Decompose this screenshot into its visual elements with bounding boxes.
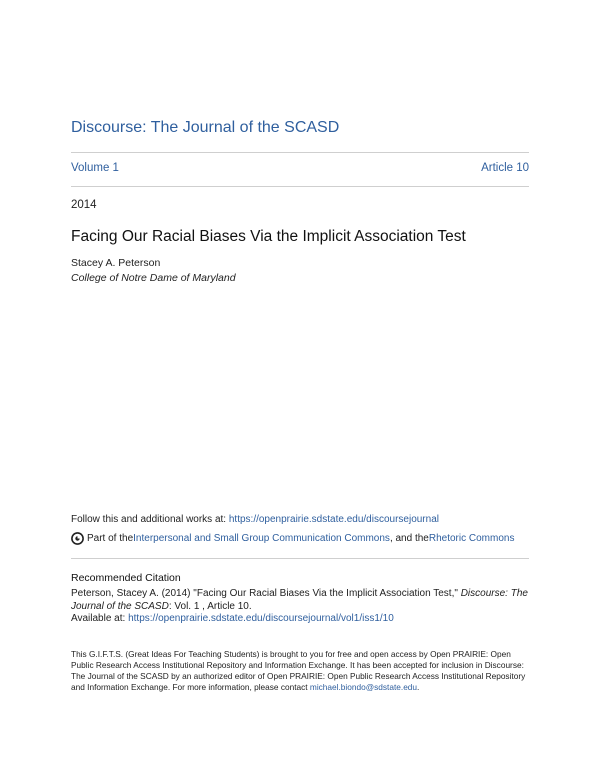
discourse-journal-link[interactable]: https://openprairie.sdstate.edu/discoursejournal bbox=[228, 514, 439, 525]
notice-end: . bbox=[417, 682, 420, 692]
divider-bottom bbox=[71, 558, 529, 559]
divider-top bbox=[71, 152, 529, 153]
available-line bbox=[71, 613, 394, 624]
interpersonal-commons-link[interactable]: Interpersonal and Small Group Communication Commons bbox=[133, 533, 390, 544]
part-of-prefix: Part of the bbox=[87, 533, 134, 544]
access-notice bbox=[71, 649, 531, 693]
part-of-line bbox=[71, 532, 514, 545]
volume-link[interactable]: Volume 1 bbox=[71, 162, 119, 174]
citation-prefix: Peterson, Stacey A. (2014) "Facing Our Racial Biases Via the Implicit Association Test," bbox=[71, 588, 461, 599]
journal-title-link[interactable]: Discourse: The Journal of the SCASD bbox=[71, 119, 340, 136]
rhetoric-commons-link[interactable]: Rhetoric Commons bbox=[428, 533, 515, 544]
notice-text: This G.I.F.T.S. (Great Ideas For Teaching Students) is brought to you for free and open access by Open PRAIRIE: Open Public Research Access Institutional Repository and Information Exchange. It has been accepted for inclusion in Discourse: The Journal of the SCASD by an authorized editor of Open PRAIRIE: Open Public Research Access Institutional Repository and Information Exchange. For more information, please contact bbox=[71, 649, 526, 692]
follow-prefix: Follow this and additional works at: bbox=[71, 514, 229, 525]
recommended-citation-heading: Recommended Citation bbox=[71, 572, 181, 584]
available-prefix: Available at: bbox=[71, 613, 129, 624]
paper-title: Facing Our Racial Biases Via the Implicit Association Test bbox=[71, 228, 466, 245]
article-url-link[interactable]: https://openprairie.sdstate.edu/discoursejournal/vol1/iss1/10 bbox=[128, 613, 394, 624]
divider-middle bbox=[71, 186, 529, 187]
part-of-middle: , and the bbox=[389, 533, 429, 544]
citation-text bbox=[71, 587, 531, 613]
publication-year: 2014 bbox=[71, 199, 97, 211]
citation-suffix: : Vol. 1 , Article 10. bbox=[168, 601, 252, 612]
contact-email-link[interactable]: michael.biondo@sdstate.edu bbox=[309, 682, 418, 692]
article-link[interactable]: Article 10 bbox=[481, 162, 529, 174]
follow-line bbox=[71, 514, 439, 525]
creative-commons-icon bbox=[71, 532, 84, 545]
author-affiliation: College of Notre Dame of Maryland bbox=[71, 272, 236, 284]
author-name: Stacey A. Peterson bbox=[71, 257, 161, 269]
citation-journal: Discourse: The Journal of the SCASD bbox=[71, 588, 528, 612]
